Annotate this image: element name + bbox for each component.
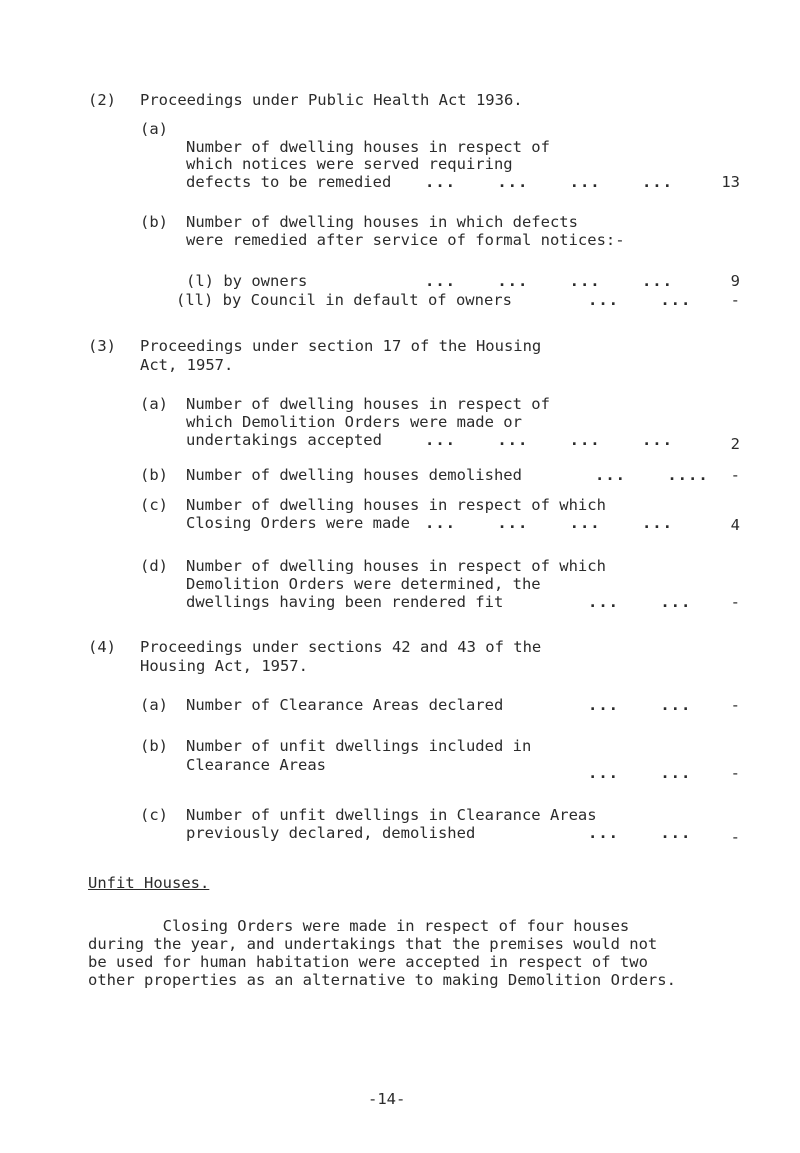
item-3b-label: (b) bbox=[140, 466, 168, 484]
item-2b-ii-leader-dots: ... ... bbox=[588, 291, 692, 309]
item-2b-i-value: 9 bbox=[730, 272, 740, 290]
item-3d-line-2: Demolition Orders were determined, the bbox=[186, 575, 541, 593]
section-2-number: (2) bbox=[88, 91, 116, 109]
item-3b-line-1: Number of dwelling houses demolished bbox=[186, 466, 522, 484]
item-2b-i-leader-dots: ... ... ... ... bbox=[425, 272, 673, 290]
item-3c-line-2: Closing Orders were made bbox=[186, 514, 410, 532]
item-3c-value: 4 bbox=[730, 516, 740, 534]
item-3b-leader-dots: ... .... bbox=[595, 466, 709, 484]
item-2b-line-1: Number of dwelling houses in which defects bbox=[186, 213, 578, 231]
item-2a-line-2: which notices were served requiring bbox=[186, 155, 513, 173]
item-4c-label: (c) bbox=[140, 806, 168, 824]
item-4c-line-1: Number of unfit dwellings in Clearance Areas bbox=[186, 806, 597, 824]
unfit-houses-heading: Unfit Houses. bbox=[88, 874, 210, 892]
item-3c-label: (c) bbox=[140, 496, 168, 514]
item-3d-line-3: dwellings having been rendered fit bbox=[186, 593, 504, 611]
section-2-heading: Proceedings under Public Health Act 1936. bbox=[140, 91, 523, 109]
item-3d-leader-dots: ... ... bbox=[588, 593, 692, 611]
item-3d-value: - bbox=[730, 593, 740, 611]
item-3d-line-1: Number of dwelling houses in respect of which bbox=[186, 557, 606, 575]
item-3b-value: - bbox=[730, 466, 740, 484]
item-4c-leader-dots: ... ... bbox=[588, 824, 692, 842]
item-3c-line-1: Number of dwelling houses in respect of which bbox=[186, 496, 606, 514]
item-3a-line-1: Number of dwelling houses in respect of bbox=[186, 395, 550, 413]
item-3c-leader-dots: ... ... ... ... bbox=[425, 514, 673, 532]
unfit-para-line-1: Closing Orders were made in respect of four houses bbox=[88, 917, 630, 935]
page-number: -14- bbox=[368, 1090, 406, 1108]
item-4a-line-1: Number of Clearance Areas declared bbox=[186, 696, 504, 714]
section-3-heading-line-1: Proceedings under section 17 of the Housing bbox=[140, 337, 542, 355]
item-4b-value: - bbox=[730, 764, 740, 782]
item-2a-label: (a) bbox=[140, 120, 168, 138]
section-4-heading-line-1: Proceedings under sections 42 and 43 of the bbox=[140, 638, 542, 656]
item-2b-line-2: were remedied after service of formal notices:- bbox=[186, 231, 625, 249]
unfit-para-line-4: other properties as an alternative to making Demolition Orders. bbox=[88, 971, 676, 989]
item-4b-line-1: Number of unfit dwellings included in bbox=[186, 737, 532, 755]
item-2b-ii-text: (ll) by Council in default of owners bbox=[176, 291, 512, 309]
item-2a-line-3: defects to be remedied bbox=[186, 173, 392, 191]
item-3a-leader-dots: ... ... ... ... bbox=[425, 431, 673, 449]
item-2b-i-text: (l) by owners bbox=[186, 272, 308, 290]
item-4c-value: - bbox=[730, 828, 740, 846]
item-3a-value: 2 bbox=[730, 435, 740, 453]
item-4a-leader-dots: ... ... bbox=[588, 696, 692, 714]
unfit-para-line-3: be used for human habitation were accepted in respect of two bbox=[88, 953, 648, 971]
section-3-number: (3) bbox=[88, 337, 116, 355]
item-4a-label: (a) bbox=[140, 696, 168, 714]
item-2b-ii-value: - bbox=[730, 291, 740, 309]
item-3a-label: (a) bbox=[140, 395, 168, 413]
item-4b-line-2: Clearance Areas bbox=[186, 756, 326, 774]
item-2a-value: 13 bbox=[721, 173, 740, 191]
item-4c-line-2: previously declared, demolished bbox=[186, 824, 476, 842]
section-3-heading-line-2: Act, 1957. bbox=[140, 356, 234, 374]
section-4-number: (4) bbox=[88, 638, 116, 656]
unfit-para-line-2: during the year, and undertakings that the premises would not bbox=[88, 935, 658, 953]
item-4b-leader-dots: ... ... bbox=[588, 764, 692, 782]
item-2a-leader-dots: ... ... ... ... bbox=[425, 173, 673, 191]
item-2b-label: (b) bbox=[140, 213, 168, 231]
item-3a-line-3: undertakings accepted bbox=[186, 431, 382, 449]
item-4b-label: (b) bbox=[140, 737, 168, 755]
item-3d-label: (d) bbox=[140, 557, 168, 575]
item-2a-line-1: Number of dwelling houses in respect of bbox=[186, 138, 550, 156]
item-3a-line-2: which Demolition Orders were made or bbox=[186, 413, 522, 431]
item-4a-value: - bbox=[730, 696, 740, 714]
section-4-heading-line-2: Housing Act, 1957. bbox=[140, 657, 308, 675]
